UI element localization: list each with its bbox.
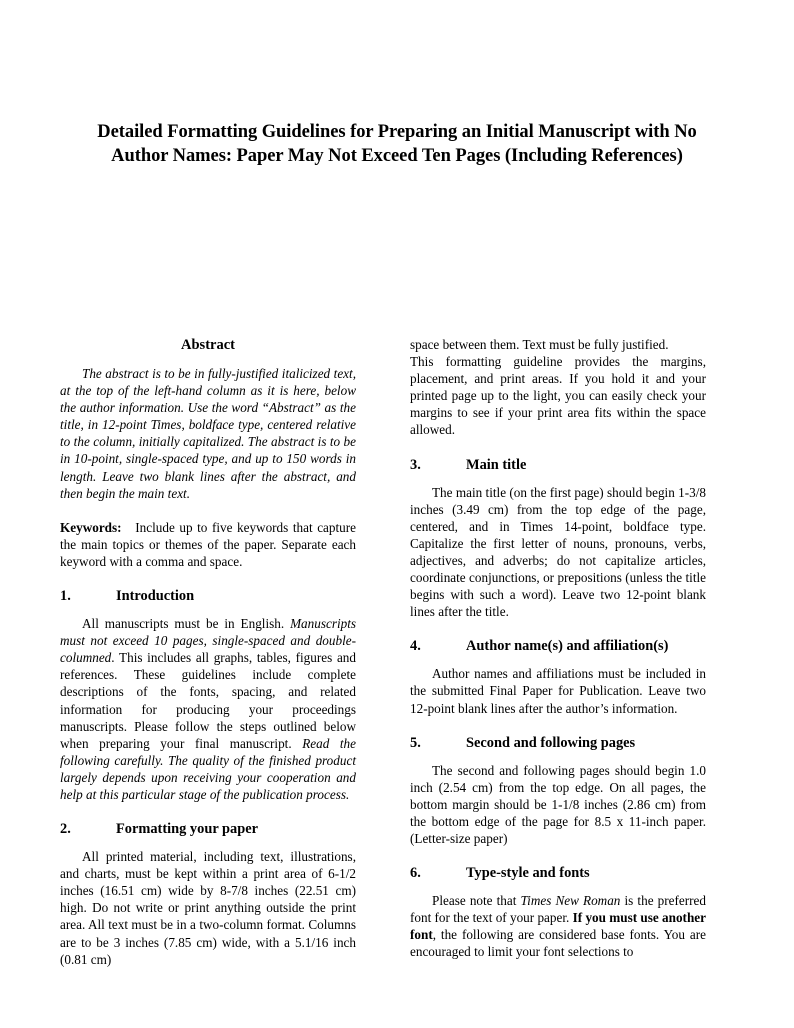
sec1-part-3: Read the following carefully. The quality of the finished product largely depends upon receiving your cooperation and help at this particular stage of the publication process. bbox=[60, 735, 357, 802]
page-title bbox=[60, 120, 734, 168]
sec6-part-0: Please note that bbox=[432, 893, 521, 909]
section-2-paragraph: All printed material, including text, illustrations, and charts, must be kept within a print area of 6-1/2 inches (16.51 cm) wide by 8-7/8 inches (22.51 cm) high. Do not write or print anything outside the print area. All text must be in a two-column format. Columns are to be 3 inches (7.85 cm) wide, with a 5.1/16 inch (0.81 cm) bbox=[60, 849, 356, 967]
section-number-3: 3. bbox=[410, 456, 421, 473]
section-heading-1 bbox=[60, 587, 356, 606]
abstract-heading: Abstract bbox=[181, 337, 235, 353]
section-title-2: Formatting your paper bbox=[116, 821, 259, 838]
sec6-part-4: , the following are considered base fonts. You are encouraged to limit your font selections to bbox=[410, 927, 706, 960]
section-title-6: Type-style and fonts bbox=[466, 865, 590, 882]
two-column-body bbox=[60, 336, 706, 967]
sec6-part-1: Times New Roman bbox=[520, 893, 621, 909]
section-3-paragraph: The main title (on the first page) should begin 1-3/8 inches (3.49 cm) from the top edge of the page, centered, and in Times 14-point, boldface type. Capitalize the first letter of nouns, pronouns, verbs, adjectives, and adverbs; do not capitalize articles, coordinate conjunctions, or prepositions (unless the title begins with such a word). Leave two 12-point blank lines after the title. bbox=[410, 484, 706, 620]
section-6-paragraph bbox=[410, 892, 706, 960]
section-title-3: Main title bbox=[466, 456, 527, 473]
section-1-paragraph bbox=[60, 615, 356, 803]
section-5-paragraph: The second and following pages should begin 1.0 inch (2.54 cm) from the top edge. On all pages, the bottom margin should be 1-1/8 inches (2.86 cm) from the bottom edge of the page for 8.5 x 11-inch paper. (Letter-size paper) bbox=[410, 762, 706, 846]
section-heading-4 bbox=[410, 637, 706, 656]
keywords-label: Keywords: bbox=[60, 519, 122, 535]
sec1-part-0: All manuscripts must be in English. bbox=[82, 616, 291, 632]
section-title-1: Introduction bbox=[116, 588, 195, 605]
section-number-6: 6. bbox=[410, 865, 421, 882]
right-column bbox=[410, 336, 706, 960]
section-4-paragraph: Author names and affiliations must be included in the submitted Final Paper for Publication. Leave two 12-point blank lines after the author’s information. bbox=[410, 666, 706, 716]
right-column-intro-paragraph: This formatting guideline provides the margins, placement, and print areas. If you hold it and your printed page up to the light, you can easily check your margins to see if your print area fits within the space allowed. bbox=[410, 354, 706, 438]
section-heading-2 bbox=[60, 820, 356, 839]
title-block bbox=[60, 120, 734, 168]
keywords-text: Include up to five keywords that capture the main topics or themes of the paper. Separate each keyword with a comma and space. bbox=[60, 519, 356, 569]
carryover-line: space between them. Text must be fully justified. bbox=[410, 337, 669, 352]
section-title-5: Second and following pages bbox=[466, 734, 636, 751]
section-title-4: Author name(s) and affiliation(s) bbox=[466, 638, 669, 655]
section-number-4: 4. bbox=[410, 638, 421, 655]
left-column bbox=[60, 336, 356, 968]
section-number-2: 2. bbox=[60, 821, 71, 838]
sec6-part-3: If you must use another font bbox=[410, 910, 706, 943]
abstract-paragraph: The abstract is to be in fully-justified italicized text, at the top of the left-hand column as it is here, below the author information. Use the word “Abstract” as the title, in 12-point Times, boldface type, centered relative to the column, initially capitalized. The abstract is to be in 10-point, single-spaced type, and up to 150 words in length. Leave two blank lines after the abstract, and then begin the main text. bbox=[60, 366, 356, 501]
page-title-line-2: Author Names: Paper May Not Exceed Ten Pages (Including References) bbox=[111, 146, 683, 166]
section-number-5: 5. bbox=[410, 734, 421, 751]
section-heading-5 bbox=[410, 734, 706, 753]
sec6-part-2: is the preferred font for the text of your paper. bbox=[410, 893, 706, 926]
section-heading-3 bbox=[410, 456, 706, 475]
section-heading-6 bbox=[410, 864, 706, 883]
keywords-spacer bbox=[122, 520, 136, 535]
sec1-part-2: . This includes all graphs, tables, figures and references. These guidelines include complete descriptions of the fonts, spacing, and related information for producing your proceedings manuscripts. Please follow the steps outlined below when preparing your final manuscript. bbox=[60, 650, 356, 751]
keywords-paragraph bbox=[60, 519, 356, 570]
page-title-line-1: Detailed Formatting Guidelines for Preparing an Initial Manuscript with No bbox=[97, 122, 697, 142]
section-number-1: 1. bbox=[60, 588, 71, 605]
sec1-part-1: Manuscripts must not exceed 10 pages, single-spaced and double-columned bbox=[60, 616, 356, 666]
